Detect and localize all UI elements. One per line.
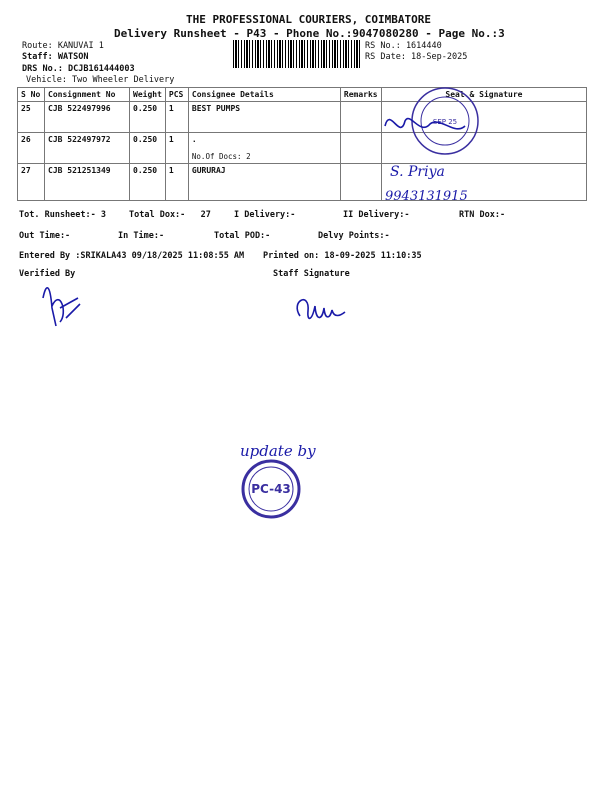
recipient-initial: S. Priya xyxy=(390,164,445,180)
drs-number: DRS No.: DCJB161444003 xyxy=(22,64,135,74)
tot-runsheet: Tot. Runsheet:- 3 xyxy=(19,210,106,220)
row-sno: 25 xyxy=(18,102,45,133)
update-note: update by xyxy=(240,442,316,460)
header-consignment: Consignment No xyxy=(45,88,130,102)
staff-signature xyxy=(290,286,350,326)
row-consignment: CJB 522497996 xyxy=(45,102,130,133)
stamp-text: PC-43 xyxy=(251,482,291,496)
header-weight: Weight xyxy=(130,88,166,102)
row-consignment: CJB 521251349 xyxy=(45,164,130,201)
ii-delivery: II Delivery:- xyxy=(343,210,410,220)
header-consignee: Consignee Details xyxy=(188,88,340,102)
row-doc-count: No.Of Docs: 2 xyxy=(191,152,251,161)
table-row xyxy=(18,133,587,164)
runsheet-subtitle: Delivery Runsheet - P43 - Phone No.:9047080280 - Page No.:3 xyxy=(114,27,505,40)
seal-stamp xyxy=(370,86,500,156)
table-row xyxy=(18,102,587,133)
in-time: In Time:- xyxy=(118,231,165,241)
printed-on: Printed on: 18-09-2025 11:10:35 xyxy=(263,251,422,261)
staff-label: Staff: WATSON xyxy=(22,52,89,62)
out-time: Out Time:- xyxy=(19,231,71,241)
delvy-points: Delvy Points:- xyxy=(318,231,390,241)
total-dox: Total Dox:- 27 xyxy=(129,210,211,220)
row-consignee: BEST PUMPS xyxy=(188,102,340,133)
barcode xyxy=(233,40,361,68)
entered-by: Entered By :SRIKALA43 09/18/2025 11:08:55 AM xyxy=(19,251,245,261)
table-header-row xyxy=(18,88,587,102)
rs-number: RS No.: 1614440 xyxy=(365,41,442,51)
update-stamp xyxy=(235,432,335,522)
row-remarks xyxy=(340,164,381,201)
row-consignee: GURURAJ xyxy=(188,164,340,201)
row-pcs: 1 xyxy=(165,164,188,201)
row-weight: 0.250 xyxy=(130,164,166,201)
company-title: THE PROFESSIONAL COURIERS, COIMBATORE xyxy=(186,13,432,26)
header-pcs: PCS xyxy=(165,88,188,102)
header-seal-signature: Seal & Signature xyxy=(381,88,586,102)
row-weight: 0.250 xyxy=(130,133,166,164)
row-consignee-cell xyxy=(188,133,340,164)
row-weight: 0.250 xyxy=(130,102,166,133)
row-consignment: CJB 522497972 xyxy=(45,133,130,164)
staff-signature-label: Staff Signature xyxy=(273,269,350,279)
header-remarks: Remarks xyxy=(340,88,381,102)
header-sno: S No xyxy=(18,88,45,102)
row-pcs: 1 xyxy=(165,133,188,164)
total-pod: Total POD:- xyxy=(214,231,271,241)
verified-by-label: Verified By xyxy=(19,269,76,279)
row-sno: 26 xyxy=(18,133,45,164)
recipient-phone: 9943131915 xyxy=(385,189,468,204)
rtn-dox: RTN Dox:- xyxy=(459,210,506,220)
verifier-signature xyxy=(38,278,88,328)
seal-date: SEP 25 xyxy=(432,118,458,126)
row-consignee: . xyxy=(191,135,197,144)
rs-date: RS Date: 18-Sep-2025 xyxy=(365,52,468,62)
route-label: Route: KANUVAI 1 xyxy=(22,41,104,51)
vehicle-label: Vehicle: Two Wheeler Delivery xyxy=(26,75,175,85)
recipient-handwriting xyxy=(385,160,505,210)
i-delivery: I Delivery:- xyxy=(234,210,296,220)
row-pcs: 1 xyxy=(165,102,188,133)
row-sno: 27 xyxy=(18,164,45,201)
